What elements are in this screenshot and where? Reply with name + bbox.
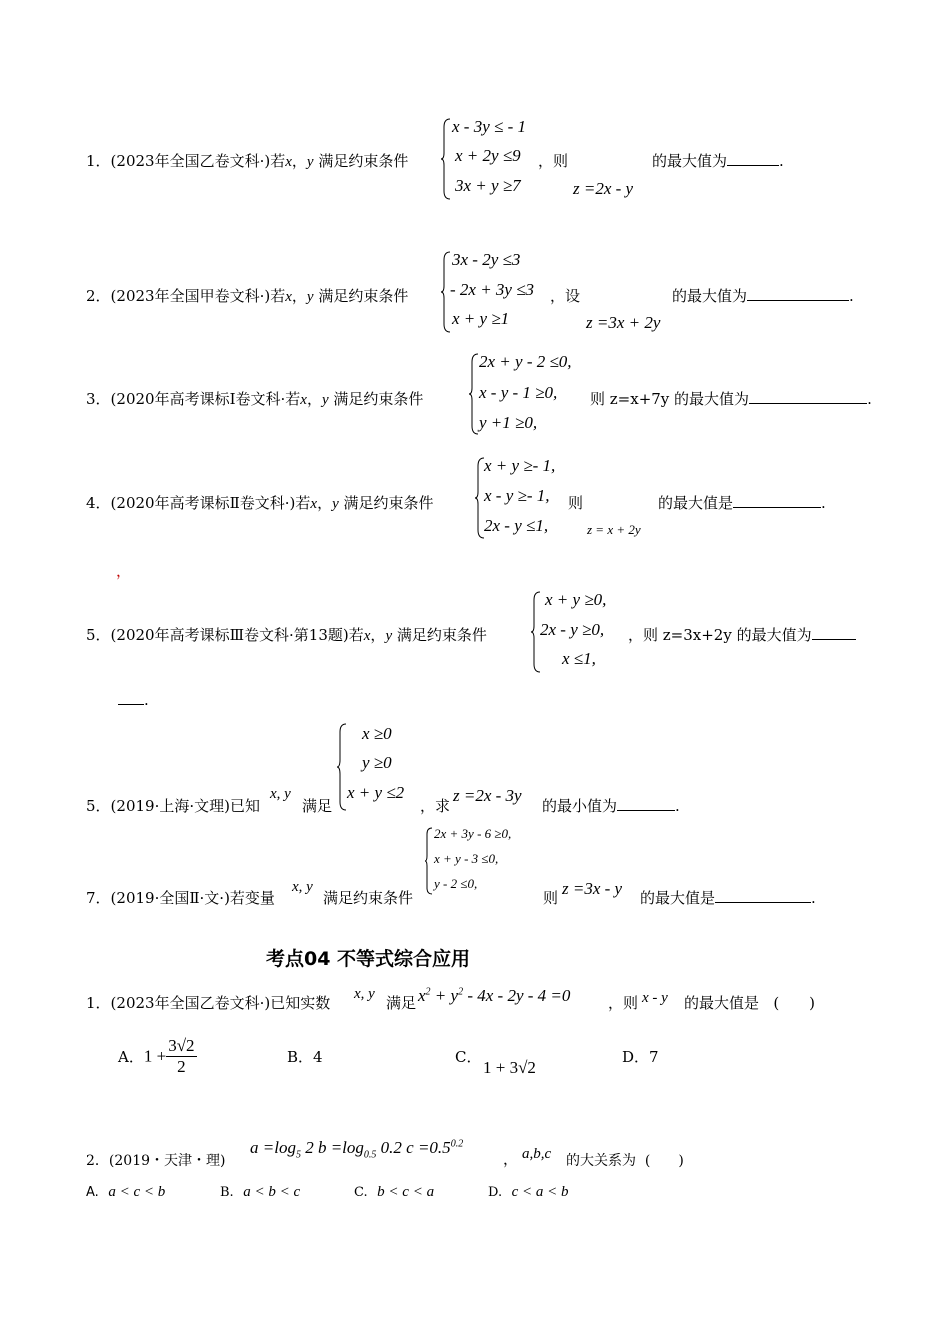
constraint-1: x - 3y ≤ - 1 [452,117,526,136]
problem-3: 3．(2020年高考课标Ⅰ卷文科·若x，y 满足约束条件 [86,390,424,408]
problem-text: 满足约束条件 [323,889,414,907]
constraint-1: x + y ≥- 1, [484,456,556,475]
constraint-3: x + y ≤2 [347,783,405,802]
constraint-2: x + y - 3 ≤0, [434,851,499,866]
option-a[interactable]: A．1 + $\frac{3√2}{2}$ [118,1036,195,1076]
option-b[interactable]: B．4 [287,1048,323,1066]
question-1: 1．(2023年全国乙卷文科·)已知实数 [86,994,331,1012]
constraint-3: 2x - y ≤1, [484,516,549,535]
connector-text: ，设 [550,287,581,305]
option-a[interactable]: A. a < c < b [86,1184,166,1200]
connector-text: ，则 [538,152,569,170]
problem-text: 满足 [386,994,417,1012]
answer-blank[interactable] [727,151,779,166]
answer-blank[interactable] [812,625,856,640]
constraint-3: x ≤1, [562,649,596,668]
answer-prompt: 的最大值是 . [640,889,816,907]
connector-text: 则 [568,494,584,512]
answer-prompt: 的大关系为 ( ) [566,1153,684,1169]
objective-function: z =3x - y [562,879,623,898]
question-2: 2．(2019・天津・理) [86,1153,226,1169]
option-c[interactable]: C． [455,1048,482,1066]
objective-function: z =2x - 3y [453,786,522,805]
variables-abc: a,b,c [522,1146,552,1162]
connector-text: 则 [543,889,559,907]
problem-source: (2023年全国乙卷文科·)若 [110,152,286,170]
var-y: y [306,154,314,170]
answer-prompt: ，则 z=3x+2y 的最大值为 [628,624,856,645]
objective-function: z =2x - y [573,179,634,198]
brace-icon [440,117,452,201]
objective-function: z = x + 2y [587,522,641,537]
variables-xy: x, y [354,986,375,1002]
option-d[interactable]: D. c < a < b [488,1184,569,1200]
stray-mark: ， [116,562,132,580]
equation: $x^2 + y^2 - 4x - 2y - 4 =0$ [418,986,571,1005]
constraint-2: y ≥0 [362,753,392,772]
variables-xy: x, y [292,879,313,895]
expression: x - y [642,990,668,1006]
problem-text: 满足约束条件 [318,152,409,170]
problem-6: 5．(2019·上海·文理)已知 [86,797,260,815]
answer-prompt: 的最大值为 . [652,152,784,170]
problem-number: 1． [86,152,111,170]
separator: ， [503,1150,519,1168]
answer-blank[interactable] [747,286,849,301]
objective-function: z =3x + 2y [586,313,661,332]
option-b[interactable]: B. a < b < c [220,1184,301,1200]
connector-text: ，则 [608,994,639,1012]
problem-2: 2．(2023年全国甲卷文科·)若x，y 满足约束条件 [86,287,409,305]
variables-xy: x, y [270,786,291,802]
answer-prompt: 的最大值是 . [658,494,826,512]
brace-icon [424,826,434,896]
constraint-2: x - y ≥- 1, [484,486,550,505]
answer-blank[interactable] [715,888,811,903]
var-x: x [285,154,292,170]
answer-prompt: 的最大值为 . [672,287,854,305]
answer-blank[interactable] [118,690,144,705]
answer-prompt: 则 z=x+7y 的最大值为 . [590,390,872,408]
section-heading: 考点04 不等式综合应用 [266,948,471,970]
problem-4: 4．(2020年高考课标Ⅱ卷文科·)若x，y 满足约束条件 [86,494,434,512]
constraint-1: 2x + y - 2 ≤0, [479,352,572,371]
constraint-3: x + y ≥1 [452,309,510,328]
problem-text: 满足 [302,797,333,815]
answer-prompt: 的最大值是 ( ) [684,994,816,1012]
constraint-1: x + y ≥0, [545,590,607,609]
answer-prompt-cont: . [118,690,149,709]
option-d[interactable]: D．7 [622,1048,659,1066]
constraint-3: y - 2 ≤0, [434,876,478,891]
problem-1: 1．(2023年全国乙卷文科·)若x，y 满足约束条件 [86,152,409,170]
connector-text: ，求 [420,797,451,815]
answer-prompt: 的最小值为 . [542,797,680,815]
constraint-1: 3x - 2y ≤3 [452,250,521,269]
constraint-2: - 2x + 3y ≤3 [450,280,535,299]
problem-7: 7．(2019·全国Ⅱ·文·)若变量 [86,889,275,907]
constraint-1: x ≥0 [362,724,392,743]
option-c-value: 1 + 3√2 [483,1058,536,1077]
answer-blank[interactable] [749,389,867,404]
constraint-2: x - y - 1 ≥0, [479,383,558,402]
constraint-2: x + 2y ≤9 [455,146,521,165]
answer-blank[interactable] [617,796,675,811]
constraint-2: 2x - y ≥0, [540,620,605,639]
constraint-3: 3x + y ≥7 [455,176,521,195]
problem-5: 5．(2020年高考课标Ⅲ卷文科·第13题)若x，y 满足约束条件 [86,626,487,644]
log-expressions: $a =\log_5$ 2 $b =\log_{0.5}$ 0.2 $c =0.5^{0.2}$ [250,1138,464,1161]
answer-blank[interactable] [733,493,821,508]
constraint-3: y +1 ≥0, [479,413,538,432]
option-c[interactable]: C. b < c < a [354,1184,435,1200]
constraint-1: 2x + 3y - 6 ≥0, [434,826,512,841]
